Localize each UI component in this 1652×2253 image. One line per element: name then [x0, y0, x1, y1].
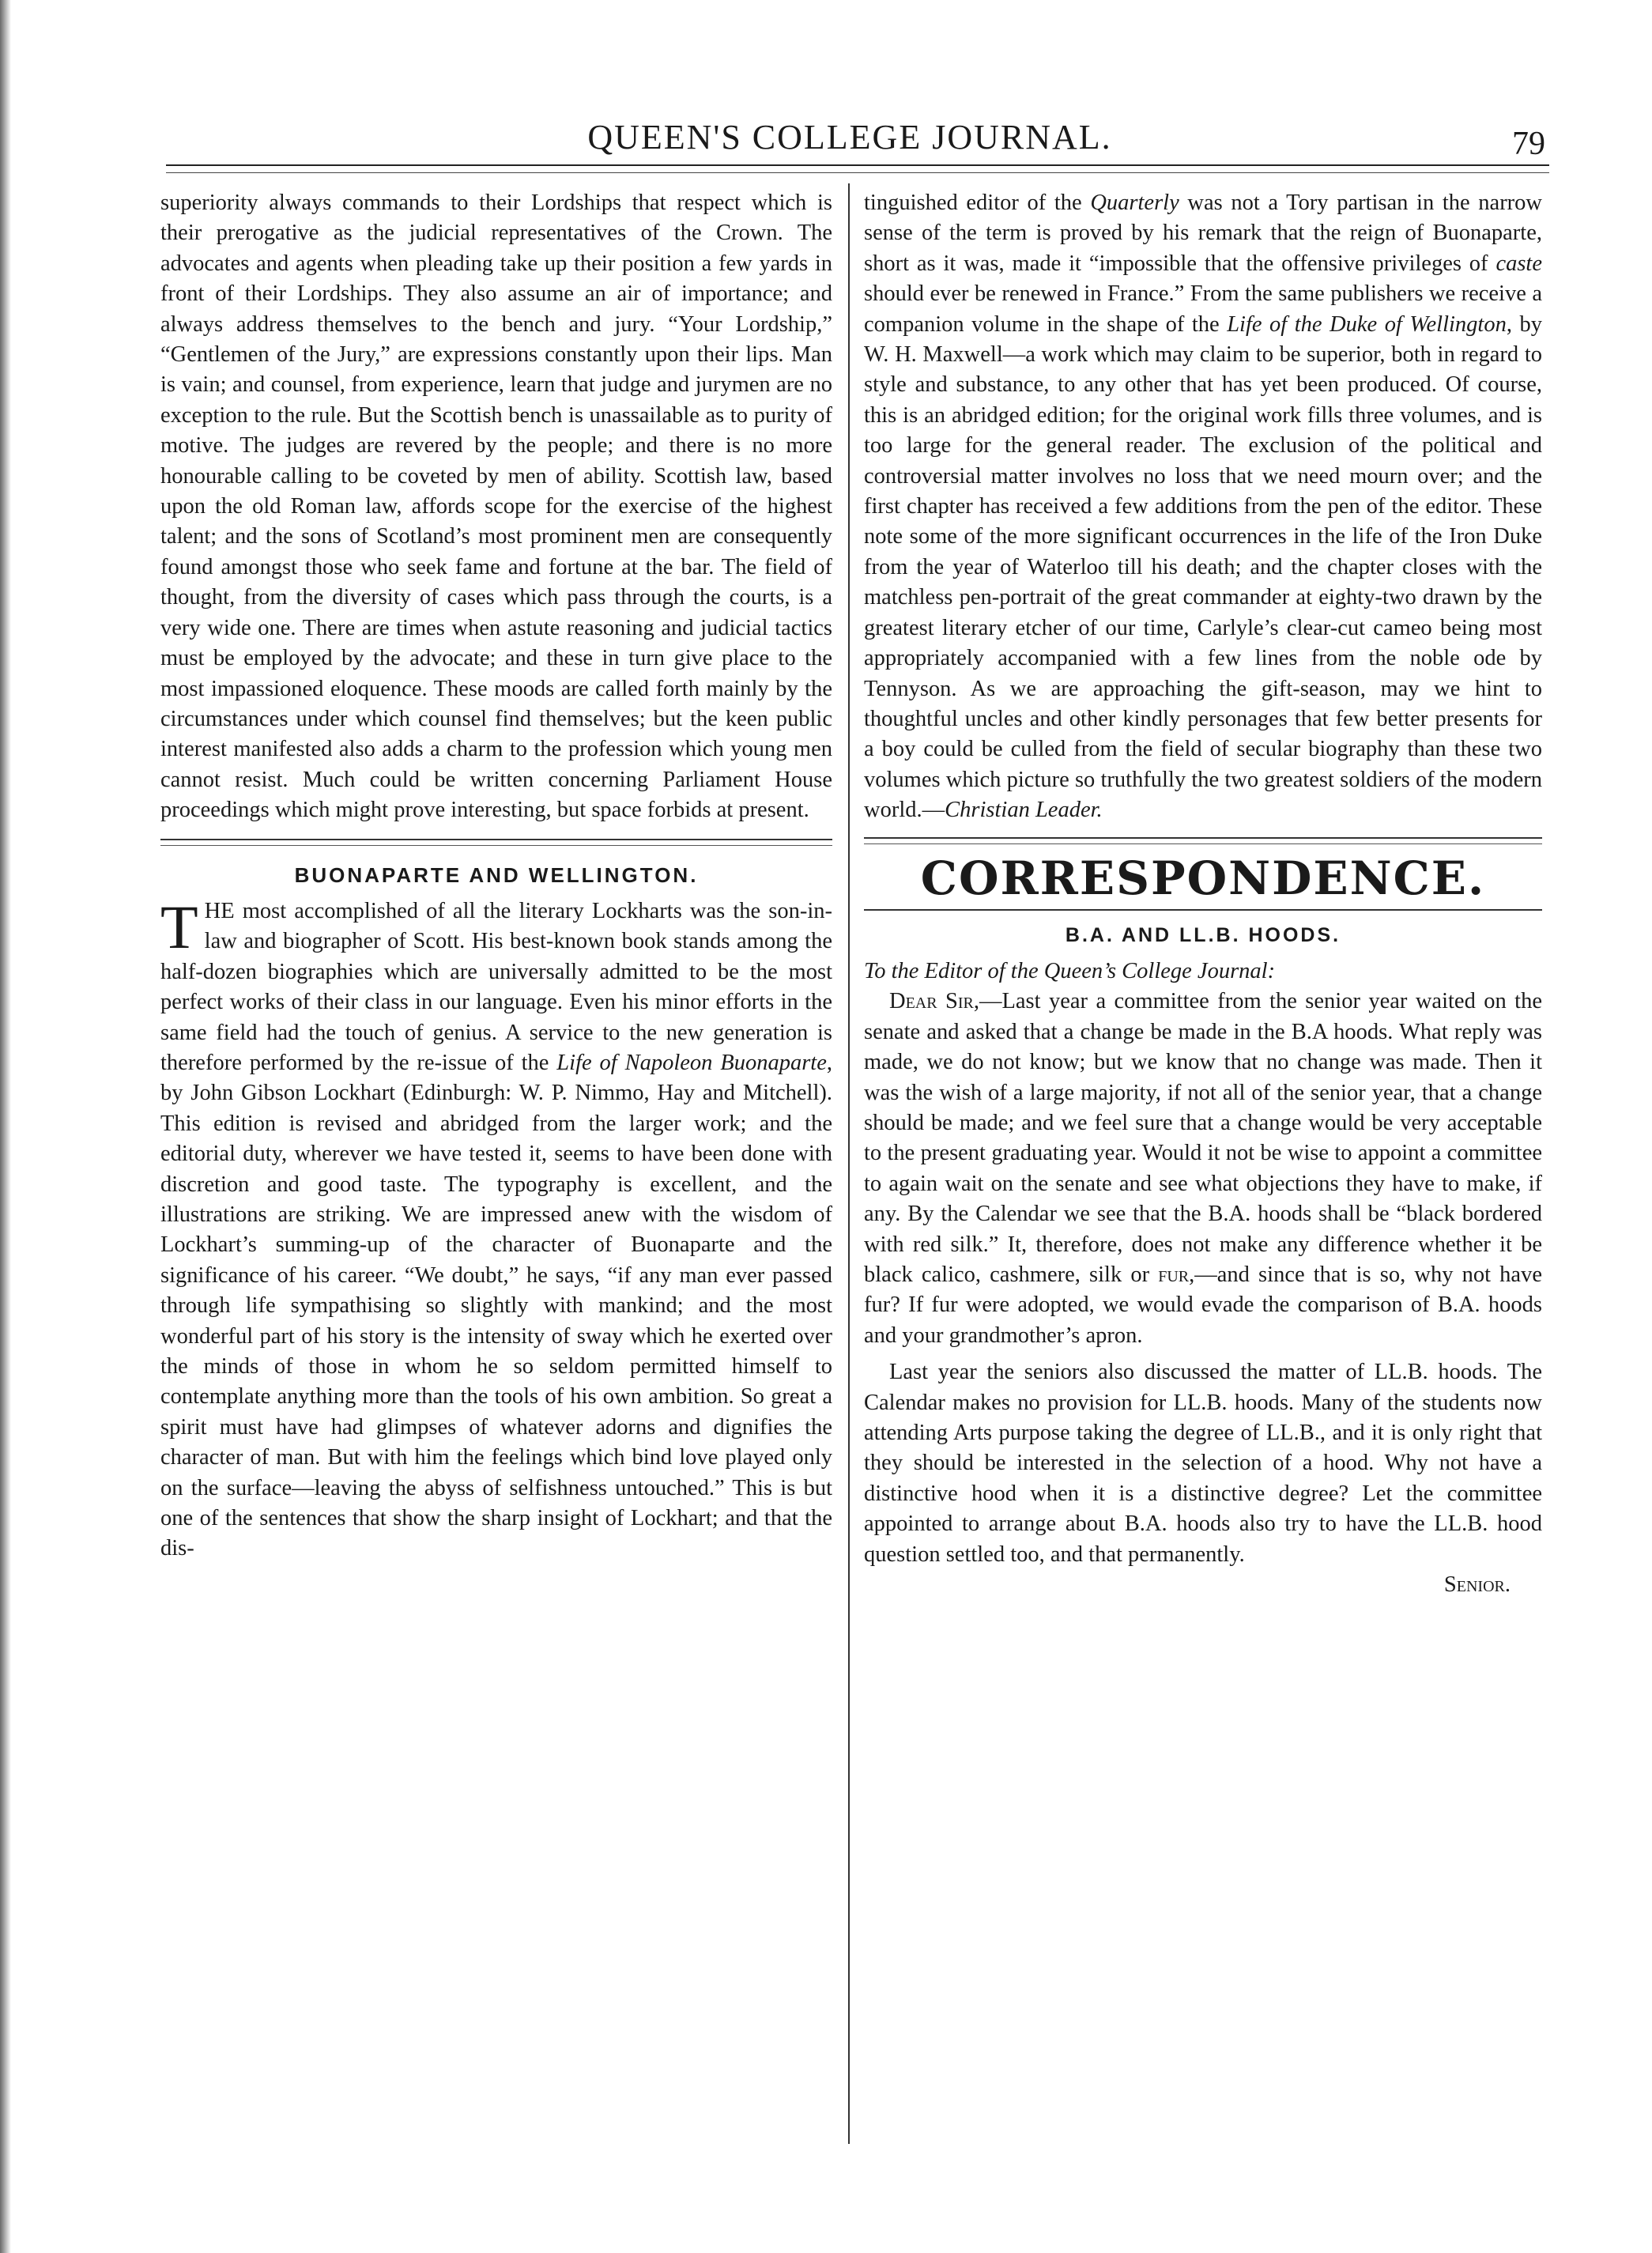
section-separator-thin — [160, 845, 832, 846]
continuation-text-2: was not a Tory partisan in the narrow sense of the term is proved by his remark that the reign of Buonaparte, short as it was, made it “impossible that the offensive privileges of — [864, 191, 1543, 276]
book-title-napoleon: Life of Napoleon Buonaparte — [556, 1050, 827, 1075]
letter-paragraph-2: Last year the seniors also discussed the matter of LL.B. hoods. The Calendar makes no provision for LL.B. hoods. Many of the students now attending Arts purpose taking the degree of LL.B., and it is only right that they should be interested in the selection of a hood. Why not have a distinctive hood when it is a distinctive degree? Let the committee appointed to arrange about B.A. hoods also try to have the LL.B. hood question settled too, and that permanently. — [864, 1360, 1542, 1567]
letter-text-1: —Last year a committee from the senior year waited on the senate and asked that a change be made in the B.A hoods. What reply was made, we do not know; but we know that no change was made. Then it was the wish of a large majority, if not all of the senior year, that a change should be made; and we feel sure that a change would be very acceptable to the present graduating year. Would it not be wise to appoint a committee to again wait on the senate and see what objections they have to make, if any. By the Calendar we see that the B.A. hoods shall be “black bordered with red silk.” It, therefore, does not make any difference whether it be black calico, cashmere, silk or — [864, 989, 1542, 1287]
section-separator — [864, 837, 1542, 839]
source-credit: Christian Leader. — [945, 798, 1103, 823]
scanned-page-edge — [0, 0, 11, 2253]
letter-addressee: To the Editor of the Queen’s College Journal: — [864, 958, 1276, 983]
book-title-wellington: Life of the Duke of Wellington — [1227, 311, 1507, 337]
letter-paragraph-1 — [864, 987, 1542, 1351]
article-continuation — [864, 188, 1542, 826]
drop-cap: T — [160, 892, 198, 961]
continuation-text-3: should ever be renewed in France.” From the same publishers we receive a companion volume in the shape of the — [864, 281, 1542, 337]
continuation-paragraph: superiority always commands to their Lordships that respect which is their prerogative as the judicial representatives of the Crown. The advocates and agents when pleading take up their position a few yards in front of their Lordships. They also assume an air of importance; and always address themselves to the bench and jury. “Your Lordship,” “Gentlemen of the Jury,” are expressions constantly upon their lips. Man is vain; and counsel, from experience, learn that judge and jurymen are no exception to the rule. But the Scottish bench is unassailable as to purity of motive. The judges are revered by the people; and there is no more honourable calling to be coveted by men of ability. Scottish law, based upon the old Roman law, affords scope for the exercise of the highest talent; and the sons of Scotland’s most prominent men are consequently found amongst those who seek fame and fortune at the bar. The field of thought, from the diversity of cases which pass through the courts, is a very wide one. There are times when astute reasoning and judicial tactics must be employed by the advocate; and these in turn give place to the most impassioned eloquence. These moods are called forth mainly by the circumstances under which counsel find themselves; but the keen public interest manifested also adds a charm to the profession which young men cannot resist. Much could be written concerning Parliament House proceedings which might prove interesting, but space forbids at present. — [160, 191, 832, 823]
title-quarterly: Quarterly — [1090, 191, 1179, 215]
article-heading: BUONAPARTE AND WELLINGTON. — [294, 862, 699, 887]
page-header — [170, 117, 1545, 164]
left-column — [160, 188, 832, 1564]
word-caste: caste — [1495, 251, 1542, 276]
continuation-text-4: , by W. H. Maxwell—a work which may claim to be superior, both in regard to style and substance, to any other that has yet been produced. Of course, this is an abridged edition; for the original work fills three volumes, and is too large for the general reader. The exclusion of the political and controversial matter involves no loss that we need mourn over; and the first chapter has received a few additions from the pen of the editor. These note some of the more significant occurrences in the life of the Iron Duke from the year of Waterloo till his death; and the chapter closes with the matchless pen-portrait of the great commander at eighty-two drawn by the greatest literary etcher of our time, Carlyle’s clear-cut cameo being most appropriately accompanied with a few lines from the noble ode by Tennyson. As we are approaching the gift-season, may we hint to thoughtful uncles and other kindly personages that few better presents for a boy could be culled from the field of secular biography than these two volumes which picture so truthfully the two greatest soldiers of the modern world.— — [864, 311, 1543, 823]
page-number: 79 — [1512, 126, 1545, 162]
correspondence-title: CORRESPONDENCE. — [920, 851, 1486, 905]
section-separator-thin — [864, 843, 1542, 844]
correspondence-rule — [864, 909, 1542, 911]
section-separator — [160, 839, 832, 840]
article-text-2: , by John Gibson Lockhart (Edinburgh: W. P. Nimmo, Hay and Mitchell). This edition is revised and abridged from the larger work; and the editorial duty, wherever we have tested it, seems to have been done with discretion and good taste. The typography is excellent, and the illustrations are striking. We are impressed anew with the wisdom of Lockhart’s summing-up of the character of Buonaparte and the significance of his career. “We doubt,” he says, “if any man ever passed through life sympathising so slightly with mankind; and the most wonderful part of his story is the intensity of sway which he exerted over the minds of those in whom he so seldom permitted himself to contemplate anything more than the tools of his own ambition. So great a spirit must have had glimpses of whatever adorns and dignifies the character of man. But with him the feelings which bind love played only on the surface—leaving the abyss of selfishness untouched.” This is but one of the sentences that show the sharp insight of Lockhart; and that the dis- — [160, 1050, 832, 1561]
article-text-1: HE most accomplished of all the literary Lockharts was the son-in-law and biographer of Scott. His best-known book stands among the half-dozen biographies which are universally admitted to be the most perfect works of their class in our language. Even his minor efforts in the same field had the touch of genius. A service to the new generation is therefore performed by the re-issue of the — [160, 898, 832, 1075]
header-rule — [166, 164, 1549, 166]
letter-heading: B.A. AND LL.B. HOODS. — [1065, 923, 1341, 946]
salutation: Dear Sir, — [889, 989, 979, 1014]
article-paragraph — [160, 892, 832, 1564]
journal-title: QUEEN'S COLLEGE JOURNAL. — [587, 118, 1112, 157]
continuation-text-1: tinguished editor of the — [864, 191, 1091, 215]
word-fur: fur — [1158, 1262, 1190, 1287]
column-divider — [848, 183, 850, 2144]
right-column — [864, 188, 1542, 1600]
header-rule-thin — [166, 172, 1549, 173]
letter-text-1-end: ,—and since that is so, why not have fur? If fur were adopted, we would evade the comparison of B.A. hoods and your grandmother’s apron. — [864, 1262, 1542, 1348]
letter-signature: Senior. — [1443, 1572, 1511, 1598]
